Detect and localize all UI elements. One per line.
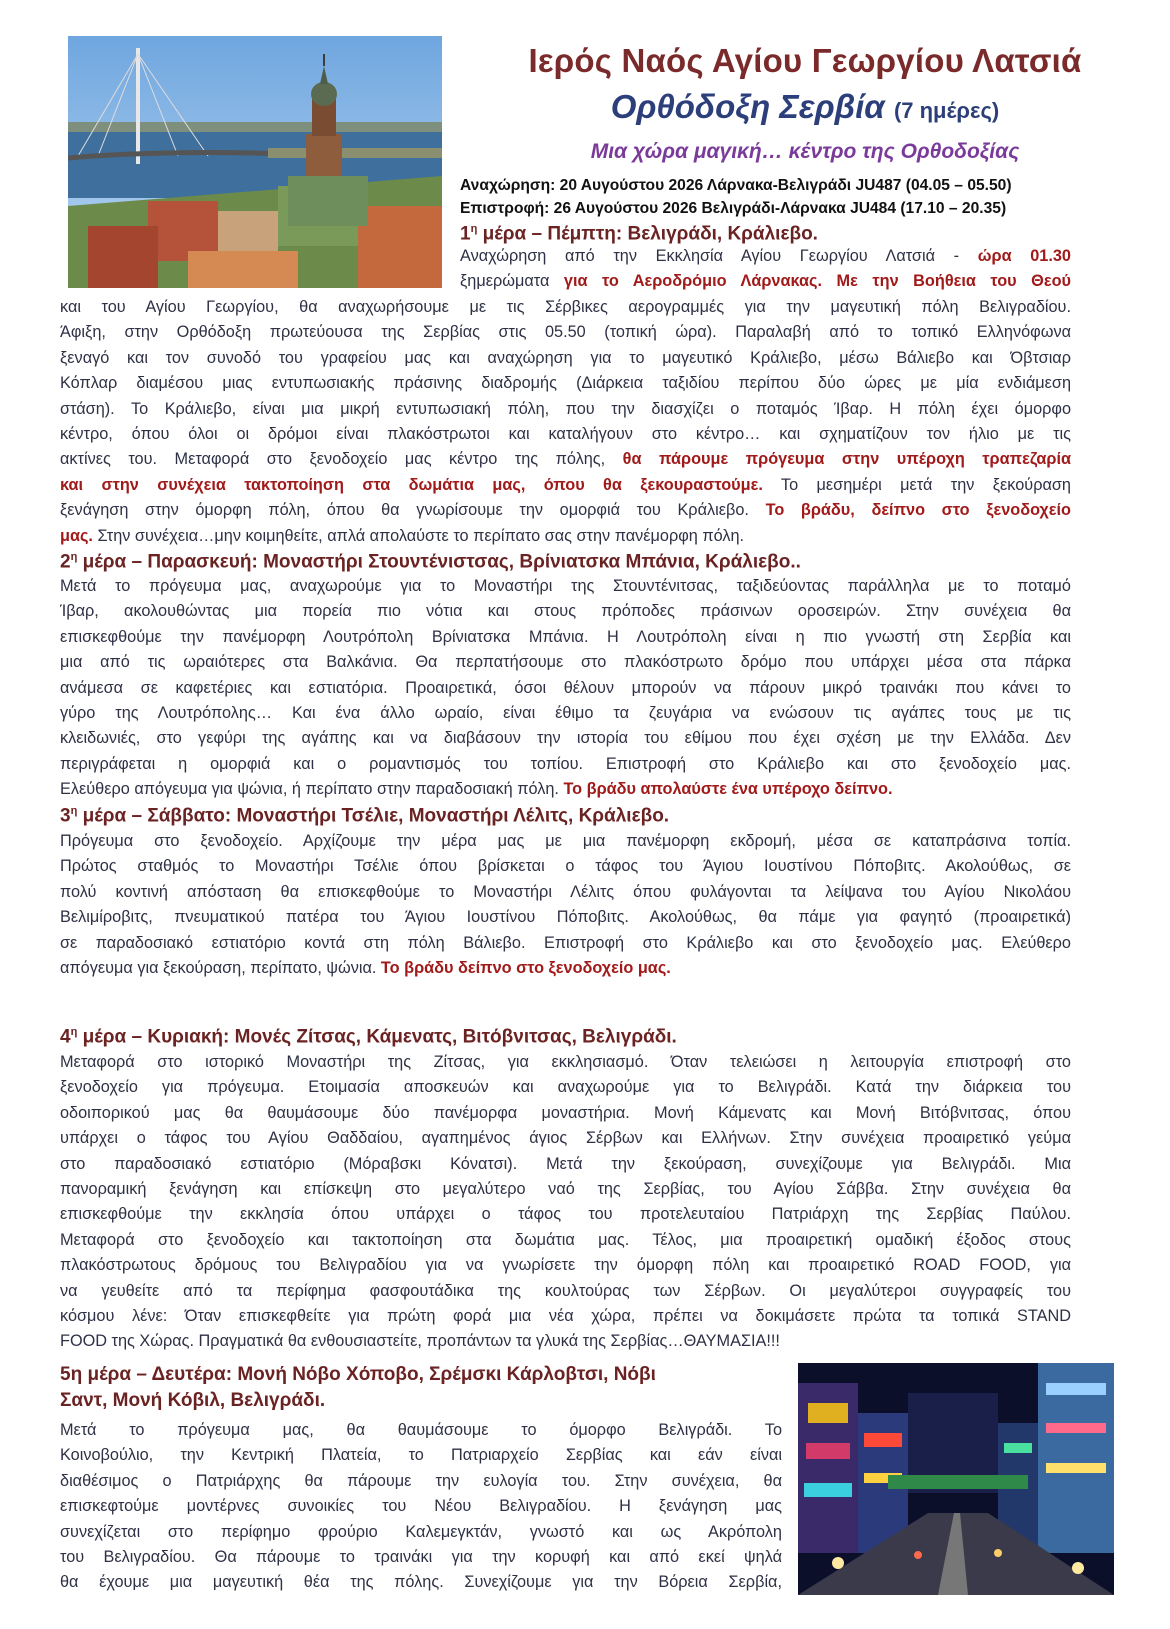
text-line (60, 829, 1071, 854)
text-run: Βελιμίροβιτς, πνευματικού πατέρα του Άγιου Ιουστίνου Πόποβιτς. Ακολούθως, θα πάμε για φαγητό (προαιρετικά) (60, 908, 1071, 927)
text-line (60, 447, 1071, 472)
text-run: Άφιξη, στην Ορθόδοξη πρωτεύουσα της Σερβίας στις 05.50 (τοπική ώρα). Παραλαβή από το τοπικό Ελληνόφωνα (60, 323, 1071, 342)
day1-body-intro (460, 244, 1071, 295)
text-run: απόγευμα για ξεκούραση, περίπατο, ψώνια. (60, 958, 381, 977)
highlighted-text: και στην συνέχεια τακτοποίηση στα δωμάτια μας, όπου θα ξεκουραστούμε. (60, 475, 763, 494)
text-run: Στην συνέχεια…μην κοιμηθείτε, απλά απολαύστε το περίπατο σας στην πανέμορφη πόλη. (92, 526, 745, 545)
text-line (60, 1101, 1071, 1126)
text-run: Μετά το πρόγευμα μας, αναχωρούμε για το Μοναστήρι της Στουντένιτσας, ταξιδεύοντας παράλληλα με το ποταμό (60, 577, 1071, 595)
day4-title-text: μέρα – Κυριακή: Μονές Ζίτσας, Κάμενατς, Βιτόβνιτσας, Βελιγράδι. (77, 1026, 677, 1048)
highlighted-text: Το βράδυ δείπνο στο ξενοδοχείο μας. (380, 958, 671, 977)
text-run: Το μεσημέρι μετά την ξεκούραση (762, 475, 1071, 494)
church-name: Ιερός Ναός Αγίου Γεωργίου Λατσιά (528, 42, 1082, 79)
text-run: Μετά το πρόγευμα μας, θα θαυμάσουμε το όμορφο Βελιγράδι. Το (60, 1421, 782, 1439)
day3-suffix: η (70, 805, 78, 817)
text-line (60, 371, 1071, 396)
text-run: ακτίνες του. Μεταφορά στο ξενοδοχείο μας κέντρο της πόλης, (60, 450, 623, 469)
text-line (60, 1520, 782, 1545)
text-run: κέντρο, όπου όλοι οι δρόμοι είναι πλακόστρωτοι και καταλήγουν στο κέντρο… και σχηματίζουν τον ήλιο με τις (60, 424, 1071, 443)
text-line (60, 1126, 1071, 1151)
text-line (60, 650, 1071, 675)
text-line (60, 1418, 782, 1443)
text-run: διαθέσιμος ο Πατριάρχης θα πάρουμε την ευλογία του. Στην συνέχεια, θα (60, 1471, 782, 1490)
day5-title-line1: 5η μέρα – Δευτέρα: Μονή Νόβο Χόποβο, Σρέμσκι Κάρλοβτσι, Νόβι (60, 1364, 656, 1385)
text-line (60, 1494, 782, 1519)
text-run: κλειδωνιές, στο γεφύρι της αγάπης και να διαβάσουν την ιστορία του εθίμου που έχει σχέση με την Ελλάδα. Δεν (60, 729, 1071, 748)
text-line (60, 320, 1071, 345)
text-line (60, 1304, 1071, 1329)
text-run: επισκεφθούμε την εκκλησία όπου υπάρχει ο τάφος του προτελευταίου Πατριάρχη της Σερβίας Παύλου. (60, 1205, 1071, 1224)
text-line (60, 599, 1071, 624)
text-line (60, 1545, 782, 1570)
text-line (60, 1253, 1071, 1278)
text-line (60, 1469, 782, 1494)
text-line (60, 1152, 1071, 1177)
day3-body (60, 829, 1071, 981)
highlighted-text: μας. (60, 526, 93, 545)
day3-title (60, 805, 669, 827)
text-run: Πρόγευμα στο ξενοδοχείο. Αρχίζουμε την μέρα μας με μια πανέμορφη εκδρομή, μέσα σε καταπράσινα τοπία. (60, 832, 1071, 850)
text-run: Μεταφορά στο ξενοδοχείο και τακτοποίηση στα δωμάτια μας. Τέλος, μια προαιρετική ομαδική έξοδος στους (60, 1230, 1071, 1249)
day1-number: 1 (460, 223, 471, 245)
text-run: Ίβαρ, ακολουθώντας μια πορεία πιο νότια και στους πρόποδες πράσινων οροσειρών. Στην συνέχεια θα (60, 602, 1071, 621)
highlighted-text: για το Αεροδρόμιο Λάρνακας. Με την Βοήθεια του Θεού (549, 272, 1071, 291)
text-run: ξημερώματα (460, 272, 550, 291)
text-run: ξενοδοχείο για πρόγευμα. Ετοιμασία αποσκευών και αναχωρούμε για το Βελιγράδι. Κατά την διάρκεια του (60, 1078, 1071, 1097)
text-line (60, 777, 1071, 802)
text-run: πολύ κοντινή απόσταση θα επισκεφθούμε το Μοναστήρι Λέλιτς όπου φυλάγονται τα λείψανα του Αγίου Νικολάου (60, 882, 1071, 901)
text-run: του Βελιγραδίου. Θα πάρουμε το τραινάκι για την κορυφή και από εκεί ψηλά (60, 1547, 782, 1566)
trip-title (460, 88, 1150, 126)
text-line (60, 1202, 1071, 1227)
text-line (60, 574, 1071, 599)
text-line (60, 397, 1071, 422)
text-run: Πρώτος σταθμός το Μοναστήρι Τσέλιε όπου βρίσκεται ο τάφος του Άγιου Ιουστίνου Πόποβιτς. Ακολούθως, σε (60, 857, 1071, 876)
day1-title (460, 223, 818, 245)
text-line (60, 854, 1071, 879)
text-run: στο παραδοσιακό εστιατόριο (Μόραβσκι Κόνατσι). Μετά την ξεκούραση, συνεχίζουμε για Βελιγράδι. Μια (60, 1154, 1071, 1173)
text-run: περιγράφεται η ομορφιά και ο ρομαντισμός του τοπίου. Επιστροφή στο Κράλιεβο και στο ξενοδοχείο μας. (60, 754, 1071, 773)
text-run: επισκεφτούμε μοντέρνες συνοικίες του Νέου Βελιγραδίου. Η ξενάγηση μας (60, 1497, 782, 1516)
day1-suffix: η (470, 223, 478, 235)
day2-number: 2 (60, 551, 71, 573)
text-run: Κόπλαρ διαμέσου μιας εντυπωσιακής πράσινης διαδρομής (Διάρκεια ταξιδίου περίπου δύο ώρες με μία ενδιάμεση (60, 374, 1071, 393)
text-run: γύρο της Λουτρόπολης… Και ένα άλλο ωραίο, είναι έθιμο τα ζευγάρια να ενώσουν τις αγάπες τους με τις (60, 703, 1071, 722)
text-run: και του Αγίου Γεωργίου, θα αναχωρήσουμε με τις Σέρβικες αερογραμμές για την μαγευτική πόλη Βελιγραδίου. (60, 298, 1071, 316)
trip-duration: (7 ημέρες) (893, 98, 1000, 123)
day2-title-text: μέρα – Παρασκευή: Μοναστήρι Στουντένιστσας, Βρίνιατσκα Μπάνια, Κράλιεβο.. (82, 551, 801, 573)
text-run: πλακόστρωτους δρόμους του Βελιγραδίου για να γνωρίσετε την όμορφη πόλη και προαιρετικό ROAD FOOD, για (60, 1256, 1071, 1275)
highlighted-text: ώρα 01.30 (977, 247, 1071, 265)
day2-title (60, 551, 801, 573)
text-line (60, 931, 1071, 956)
text-line (60, 473, 1071, 498)
day2-body (60, 574, 1071, 803)
text-run: πανοραμική ξενάγηση και επίσκεψη στο μεγαλύτερο ναό της Σερβίας, του Αγίου Σάββα. Στην συνέχεια θα (60, 1179, 1071, 1198)
text-line (60, 726, 1071, 751)
text-run: θα έχουμε μια μαγευτική θέα της πόλης. Συνεχίζουμε για την Βόρεια Σερβία, (60, 1573, 782, 1592)
text-run: να γευθείτε από τα περίφημα φασφουτάδικα της κουλτούρας των Σέρβων. Οι μεγαλύτεροι συγγραφείς του (60, 1281, 1071, 1300)
text-run: οδοιπορικού μας θα θαυμάσουμε δύο πανέμορφα μοναστήρια. Μονή Κάμενατς και Μονή Βιτόβνιτσας, όπου (60, 1103, 1071, 1122)
day4-number: 4 (60, 1026, 71, 1048)
text-run: μια από τις ωραιότερες στα Βαλκάνια. Θα περπατήσουμε στο πλακόστρωτο δρόμο που υπάρχει μέσα στα πάρκα (60, 653, 1071, 672)
text-line (60, 676, 1071, 701)
day5-title-line2: Σαντ, Μονή Κόβιλ, Βελιγράδι. (60, 1390, 326, 1411)
text-line (60, 625, 1071, 650)
text-run: ξεναγό και τον συνοδό του γραφείου μας και αναχώρηση για το μαγευτικό Κράλιεβο, μέσω Βάλιεβο και Όβτσιαρ (60, 348, 1071, 367)
day4-suffix: η (70, 1026, 78, 1038)
text-line (60, 956, 1071, 981)
text-line (60, 880, 1071, 905)
text-run: Κοινοβούλιο, την Κεντρική Πλατεία, το Πατριαρχείο Σερβίας και εάν είναι (60, 1446, 782, 1465)
text-line (60, 1177, 1071, 1202)
text-line (460, 269, 1071, 294)
text-line (60, 701, 1071, 726)
day3-number: 3 (60, 805, 71, 827)
text-run: σε παραδοσιακό εστιατόριο κοντά στη πόλη Βάλιεβο. Επιστροφή στο Κράλιεβο και στο ξενοδοχείο μας. Ελεύθερο (60, 933, 1071, 952)
highlighted-text: Το βράδυ απολαύστε ένα υπέροχο δείπνο. (563, 780, 893, 799)
text-run: στάση). Το Κράλιεβο, είναι μια μικρή εντυπωσιακή πόλη, που την διασχίζει ο ποταμός Ίβαρ. Η πόλη έχει όμορφο (60, 399, 1071, 418)
text-line (460, 244, 1071, 269)
text-run: Ελεύθερο απόγευμα για ψώνια, ή περίπατο στην παραδοσιακή πόλη. (60, 780, 564, 799)
text-run: Μεταφορά στο ιστορικό Μοναστήρι της Ζίτσας, για εκκλησιασμό. Όταν τελειώσει η λειτουργία επιστροφή στο (60, 1053, 1071, 1071)
text-line (60, 1329, 1071, 1354)
text-line (60, 1570, 782, 1595)
text-line (60, 524, 1071, 549)
day1-title-text: μέρα – Πέμπτη: Βελιγράδι, Κράλιεβο. (482, 223, 818, 245)
trip-title-text: Ορθόδοξη Σερβία (610, 88, 885, 125)
day4-body (60, 1050, 1071, 1355)
departure-flight: Αναχώρηση: 20 Αυγούστου 2026 Λάρνακα-Βελιγράδι JU487 (04.05 – 05.50) (460, 177, 1012, 194)
night-city-photo (798, 1363, 1114, 1595)
text-line (60, 1075, 1071, 1100)
text-run: υπάρχει ο τάφος του Αγίου Θαδδαίου, αγαπημένος άγιος Σέρβων και Ελλήνων. Στην συνέχεια προαιρετικό γεύμα (60, 1129, 1071, 1148)
text-run: Αναχώρηση από την Εκκλησία Αγίου Γεωργίου Λατσιά - (460, 247, 978, 265)
text-line (60, 1279, 1071, 1304)
text-line (60, 295, 1071, 320)
text-run: FOOD της Χώρας. Πραγματικά θα ενθουσιαστείτε, προπάντων τα γλυκά της Σερβίας…ΘΑΥΜΑΣΙΑ!!! (60, 1332, 780, 1351)
return-flight: Επιστροφή: 26 Αυγούστου 2026 Βελιγράδι-Λάρνακα JU484 (17.10 – 20.35) (460, 200, 1007, 217)
text-line (60, 905, 1071, 930)
day2-suffix: η (70, 551, 78, 563)
text-run: ανάμεσα σε καφετέριες και εστιατόρια. Προαιρετικά, όσοι θέλουν μπορούν να πάρουν μικρό τραινάκι που κάνει το (60, 678, 1071, 697)
city-cathedral-photo (68, 36, 442, 288)
highlighted-text: θα πάρουμε πρόγευμα στην υπέροχη τραπεζαρία (622, 450, 1071, 469)
text-run: ξενάγηση στην όμορφη πόλη, όπου θα γνωρίσουμε την ομορφιά του Κράλιεβο. (60, 501, 766, 520)
day3-title-text: μέρα – Σάββατο: Μοναστήρι Τσέλιε, Μοναστήρι Λέλιτς, Κράλιεβο. (82, 805, 670, 827)
text-line (60, 1443, 782, 1468)
trip-tagline: Μια χώρα μαγική… κέντρο της Ορθοδοξίας (590, 140, 1020, 163)
text-run: επισκεφθούμε την πανέμορφη Λουτρόπολη Βρίνιατσκα Μπάνια. Η Λουτρόπολη είναι η πιο γνωστή στη Σερβία και (60, 627, 1071, 646)
highlighted-text: Το βράδυ, δείπνο στο ξενοδοχείο (765, 501, 1071, 520)
text-line (60, 422, 1071, 447)
text-run: συνεχίζεται στο περίφημο φρούριο Καλεμεγκτάν, γνωστό και ως Ακρόπολη (60, 1522, 782, 1541)
text-run: κόσμου λένε: Όταν επισκεφθείτε για πρώτη φορά μια νέα χώρα, πρέπει να δοκιμάσετε πρώτα τα τοπικά STAND (60, 1306, 1071, 1325)
text-line (60, 752, 1071, 777)
day5-body (60, 1418, 782, 1596)
day1-body (60, 295, 1071, 549)
day4-title (60, 1026, 677, 1048)
text-line (60, 1228, 1071, 1253)
text-line (60, 1050, 1071, 1075)
text-line (60, 498, 1071, 523)
text-line (60, 346, 1071, 371)
